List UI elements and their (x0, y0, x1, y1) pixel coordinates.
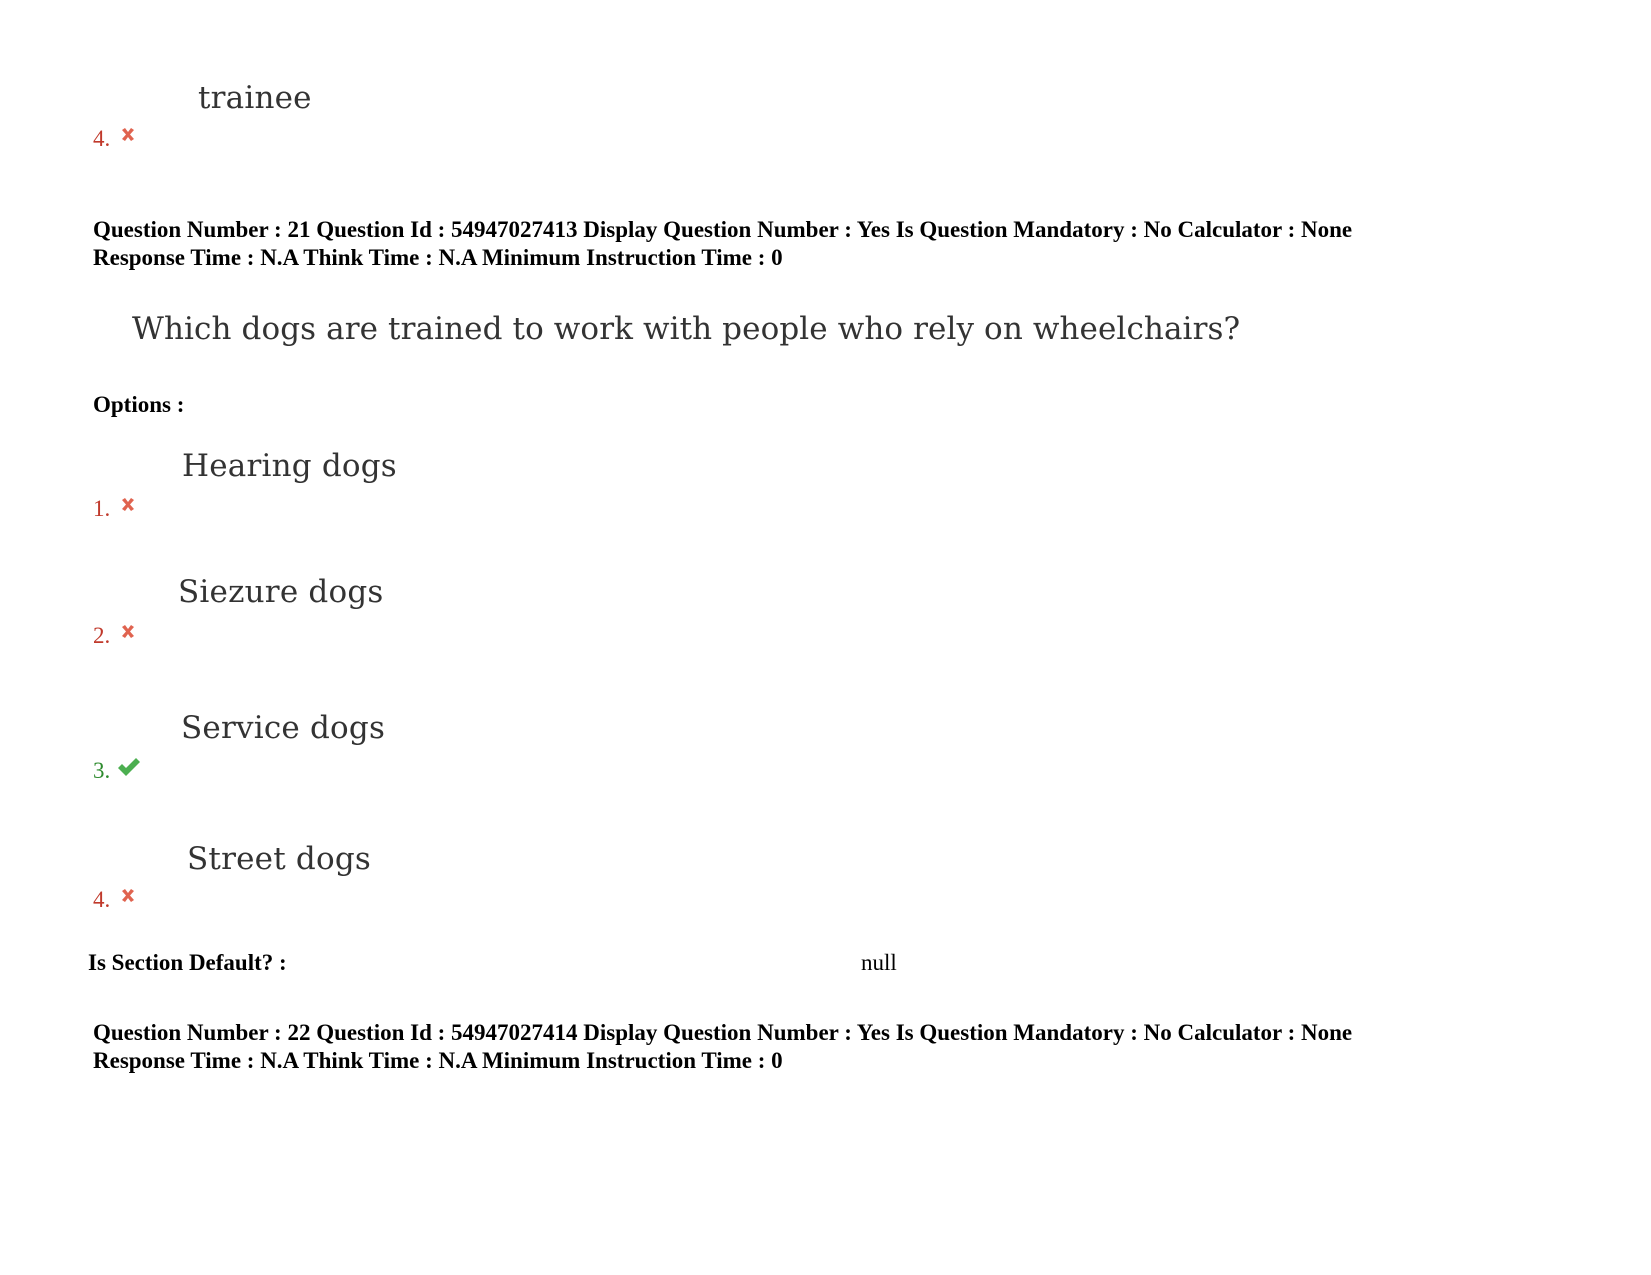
check-icon (116, 756, 141, 783)
question-21-meta-line2: Response Time : N.A Think Time : N.A Minimum Instruction Time : 0 (93, 245, 783, 270)
option-3-number: 3. (93, 758, 111, 783)
prev-option-4-number: 4. (93, 126, 111, 151)
section-default-value: null (861, 950, 897, 975)
option-2-number: 2. (93, 623, 111, 648)
option-2-text: Siezure dogs (178, 574, 384, 610)
option-4-number: 4. (93, 887, 111, 912)
cross-icon (118, 495, 138, 515)
cross-icon (118, 125, 138, 145)
option-3-text: Service dogs (181, 710, 386, 746)
question-22-meta (93, 1019, 1352, 1075)
section-default-label: Is Section Default? : (88, 950, 287, 975)
cross-icon (118, 622, 138, 642)
question-22-meta-line2: Response Time : N.A Think Time : N.A Minimum Instruction Time : 0 (93, 1048, 783, 1073)
prev-option-4-text: trainee (198, 80, 312, 116)
question-21-meta-line1: Question Number : 21 Question Id : 54947027413 Display Question Number : Yes Is Question Mandatory : No Calculator : None (93, 217, 1353, 242)
question-22-meta-line1: Question Number : 22 Question Id : 54947027414 Display Question Number : Yes Is Question Mandatory : No Calculator : None (93, 1020, 1353, 1045)
question-21-text: Which dogs are trained to work with people who rely on wheelchairs? (132, 311, 1241, 347)
option-1-text: Hearing dogs (182, 448, 397, 484)
options-label: Options : (93, 392, 185, 417)
option-1-number: 1. (93, 496, 111, 521)
option-4-text: Street dogs (187, 841, 371, 877)
question-21-meta (93, 216, 1352, 272)
cross-icon (118, 886, 138, 906)
